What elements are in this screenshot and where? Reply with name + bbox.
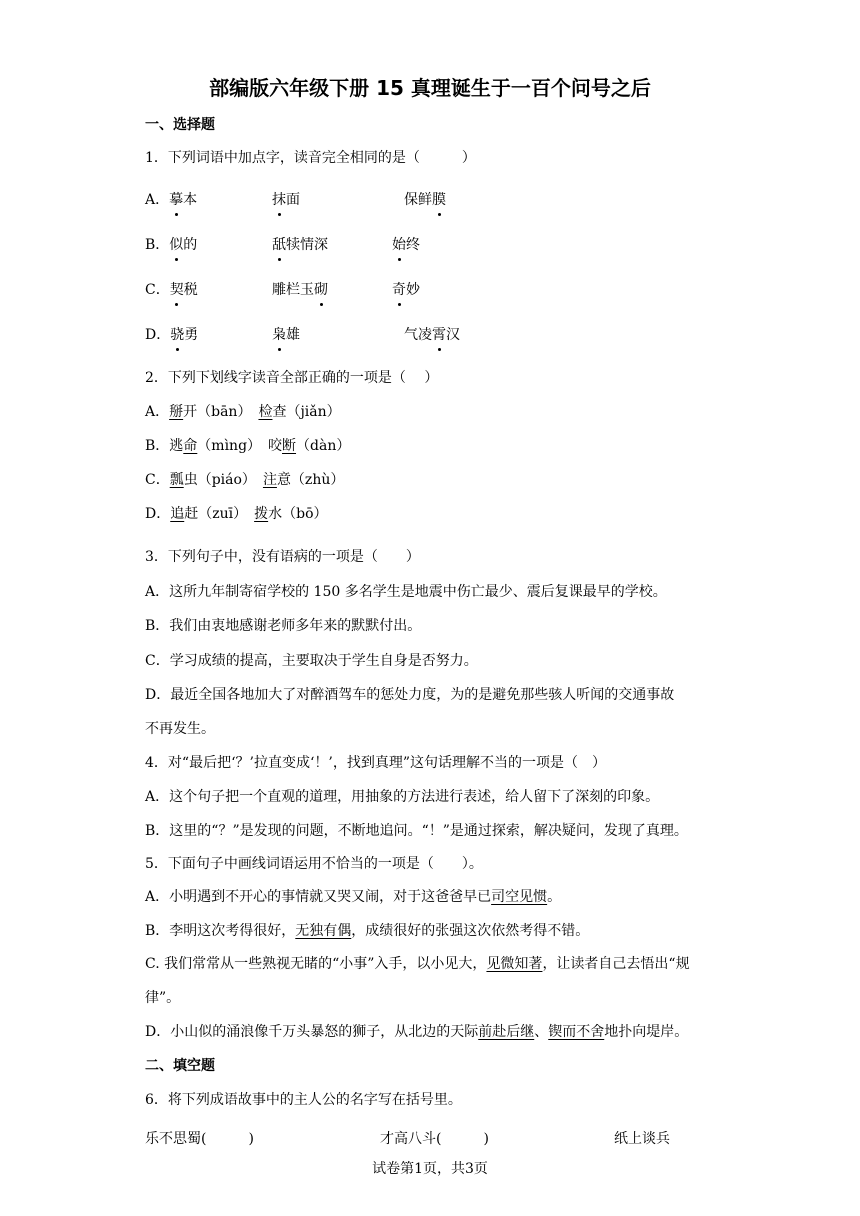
q4-option-a: A．这个句子把一个直观的道理，用抽象的方法进行表述，给人留下了深刻的印象。: [145, 789, 660, 805]
q5-option-b: B．李明这次考得很好，无独有偶，成绩很好的张强这次依然考得不错。: [145, 923, 590, 939]
q1-option-d-word1: D．骁勇: [145, 324, 198, 344]
q2-option-d: D．追赶（zuī） 拨水（bō）: [145, 506, 328, 522]
q6-item-1: 乐不思蜀( ): [145, 1131, 254, 1147]
q3-option-b: B．我们由衷地感谢老师多年来的默默付出。: [145, 618, 422, 634]
q5-option-d: D．小山似的涌浪像千万头暴怒的狮子，从北边的天际前赴后继、锲而不舍地扑向堤岸。: [145, 1024, 689, 1040]
question-1-stem: 1．下列词语中加点字，读音完全相同的是（ ）: [145, 150, 476, 166]
q2-option-a: A．掰开（bān） 检查（jiǎn）: [145, 404, 341, 420]
emphasis-dot-char: 摹: [169, 189, 183, 209]
q1-option-c-word1: C．契税: [145, 279, 198, 299]
emphasis-dot-char: 舐: [272, 234, 286, 254]
emphasis-dot-char: 砌: [314, 279, 328, 299]
q1-option-b-word1: B．似的: [145, 234, 197, 254]
q6-item-2: 才高八斗( ): [380, 1131, 489, 1147]
q1-option-b-word2: 舐犊情深: [272, 234, 328, 254]
emphasis-dot-char: 骁: [170, 324, 184, 344]
q1-option-a-word1: A．摹本: [145, 189, 197, 209]
q1-option-c-word3: 奇妙: [392, 279, 420, 299]
q5-option-a: A．小明遇到不开心的事情就又哭又闹，对于这爸爸早已司空见惯。: [145, 889, 562, 905]
q1-option-d-word3: 气凌霄汉: [404, 324, 460, 344]
emphasis-dot-char: 霄: [432, 324, 446, 344]
emphasis-dot-char: 抹: [272, 189, 286, 209]
q6-item-3: 纸上谈兵: [614, 1131, 670, 1147]
emphasis-dot-char: 似: [169, 234, 183, 254]
q2-option-b: B．逃命（mìng） 咬断（dàn）: [145, 438, 351, 454]
emphasis-dot-char: 奇: [392, 279, 406, 299]
q1-option-d-word2: 枭雄: [272, 324, 300, 344]
q3-option-a: A．这所九年制寄宿学校的 150 多名学生是地震中伤亡最少、震后复课最早的学校。: [145, 584, 667, 600]
section-heading-fill: 二、填空题: [145, 1058, 215, 1074]
q3-option-d-continued: 不再发生。: [145, 721, 215, 737]
q3-option-d: D．最近全国各地加大了对醉酒驾车的惩处力度，为的是避免那些骇人听闻的交通事故: [145, 687, 675, 703]
q1-option-a-word2: 抹面: [272, 189, 300, 209]
q5-option-c: C. 我们常常从一些熟视无睹的“小事”入手，以小见大，见微知著，让读者自己去悟出“规: [145, 956, 690, 972]
page-title: 部编版六年级下册 15 真理诞生于一百个问号之后: [209, 76, 651, 100]
page-footer: 试卷第1页，共3页: [372, 1161, 488, 1177]
emphasis-dot-char: 始: [392, 234, 406, 254]
q1-option-c-word2: 雕栏玉砌: [272, 279, 328, 299]
q5-option-c-continued: 律”。: [145, 990, 181, 1006]
question-2-stem: 2．下列下划线字读音全部正确的一项是（ ）: [145, 370, 439, 386]
q4-option-b: B．这里的“？”是发现的问题，不断地追问。“！”是通过探索，解决疑问，发现了真理。: [145, 823, 688, 839]
q3-option-c: C．学习成绩的提高，主要取决于学生自身是否努力。: [145, 653, 478, 669]
question-3-stem: 3．下列句子中，没有语病的一项是（ ）: [145, 549, 420, 565]
section-heading-choice: 一、选择题: [145, 117, 215, 133]
q1-option-a-word3: 保鲜膜: [404, 189, 446, 209]
question-4-stem: 4．对“最后把‘？’拉直变成‘！’，找到真理”这句话理解不当的一项是（ ）: [145, 755, 607, 771]
question-5-stem: 5．下面句子中画线词语运用不恰当的一项是（ ）。: [145, 856, 483, 872]
emphasis-dot-char: 契: [170, 279, 184, 299]
question-6-stem: 6．将下列成语故事中的主人公的名字写在括号里。: [145, 1092, 462, 1108]
q1-option-b-word3: 始终: [392, 234, 420, 254]
q2-option-c: C．瓢虫（piáo） 注意（zhù）: [145, 472, 345, 488]
emphasis-dot-char: 膜: [432, 189, 446, 209]
emphasis-dot-char: 枭: [272, 324, 286, 344]
